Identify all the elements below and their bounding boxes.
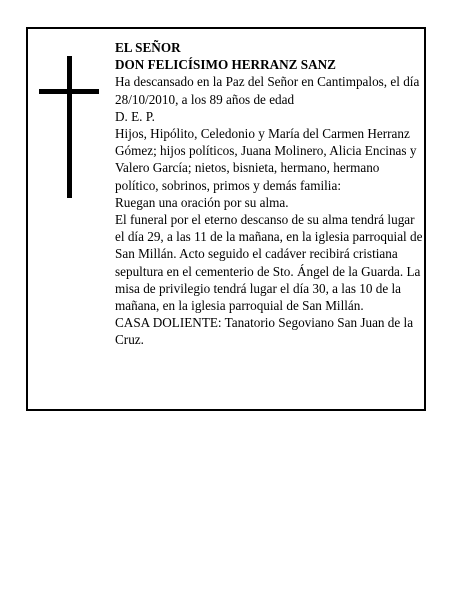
death-announcement: Ha descansado en la Paz del Señor en Cantimpalos, el día 28/10/2010, a los 89 años de edad	[115, 74, 420, 107]
cross-horizontal-bar	[39, 89, 99, 94]
prayer-request: Ruegan una oración por su alma.	[115, 194, 289, 210]
mourning-house: CASA DOLIENTE: Tanatorio Segoviano San Juan de la Cruz.	[115, 315, 414, 348]
rip-abbreviation: D. E. P.	[115, 108, 155, 124]
notice-text	[115, 39, 423, 349]
deceased-name: DON FELICÍSIMO HERRANZ SANZ	[115, 57, 336, 73]
cross-icon	[39, 56, 99, 198]
notice-title-line-1: EL SEÑOR	[115, 40, 181, 55]
family-list: Hijos, Hipólito, Celedonio y María del Carmen Herranz Gómez; hijos políticos, Juana Molinero, Alicia Encinas y Valero García; nietos, bisnieta, hermano, hermano político, sobrinos, primos y demás familia:	[115, 126, 417, 193]
funeral-details: El funeral por el eterno descanso de su alma tendrá lugar el día 29, a las 11 de la mañana, en la iglesia parroquial de San Millán. Acto seguido el cadáver recibirá cristiana sepultura en el cementerio de Sto. Ángel de la Guarda. La misa de privilegio tendrá lugar el día 30, a las 10 de la mañana, en la iglesia parroquial de San Millán.	[115, 212, 423, 314]
cross-vertical-bar	[67, 56, 72, 198]
obituary-notice	[26, 27, 426, 411]
